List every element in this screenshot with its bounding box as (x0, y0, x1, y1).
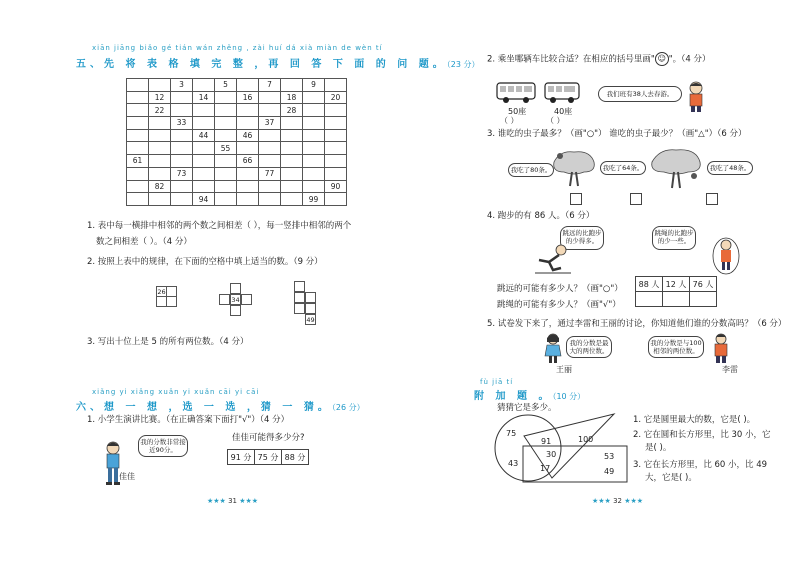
q1-line2: 数之间相差（ ）。（4 分） (96, 237, 192, 247)
sec6-score: （26 分） (331, 403, 365, 412)
grid-cell[interactable] (193, 155, 215, 168)
grid-cell: 18 (281, 91, 303, 104)
jiajia-speech-bubble: 我的分数非常接近90分。 (138, 435, 188, 457)
grid-cell[interactable] (127, 193, 149, 206)
q4-long-jump-question: 跳远的可能有多少人？（画"○"） (497, 284, 623, 294)
grid-cell[interactable] (127, 91, 149, 104)
q4-options (635, 276, 717, 307)
q3-text: 3. 写出十位上是 5 的所有两位数。（4 分） (87, 337, 249, 347)
grid-cell[interactable] (281, 79, 303, 92)
shape-cell[interactable] (294, 281, 305, 292)
shape-cell[interactable] (230, 283, 241, 294)
shape-cell[interactable] (305, 292, 316, 303)
grid-cell[interactable] (215, 91, 237, 104)
boy-figure-icon (684, 80, 708, 112)
grid-cell: 90 (325, 180, 347, 193)
grid-cell[interactable] (149, 167, 171, 180)
grid-cell[interactable] (325, 129, 347, 142)
bird1-answer-box[interactable] (570, 193, 582, 205)
grid-cell[interactable] (325, 142, 347, 155)
grid-cell: 73 (171, 167, 193, 180)
grid-cell: 12 (149, 91, 171, 104)
grid-cell: 94 (193, 193, 215, 206)
rope-jump-kid-icon (712, 236, 740, 276)
grid-cell[interactable] (149, 129, 171, 142)
sec6-title (76, 398, 365, 413)
grid-cell[interactable] (149, 79, 171, 92)
grid-cell[interactable] (127, 79, 149, 92)
grid-cell[interactable] (303, 104, 325, 117)
grid-cell[interactable] (171, 142, 193, 155)
grid-cell[interactable] (171, 129, 193, 142)
grid-cell[interactable] (259, 142, 281, 155)
grid-row (127, 91, 347, 104)
shape-cell[interactable] (305, 303, 316, 314)
q4-rope-question: 跳绳的可能有多少人？（画"√"） (497, 300, 621, 310)
page-number-left: ★★★ 31 ★★★ (207, 497, 259, 505)
option-cell: 88 人 (636, 277, 663, 292)
bus1-seats: 50座 (508, 107, 527, 116)
grid-row (127, 117, 347, 130)
grid-cell: 99 (303, 193, 325, 206)
grid-row (127, 155, 347, 168)
grid-cell[interactable] (127, 180, 149, 193)
grid-row (127, 180, 347, 193)
grid-cell[interactable] (259, 193, 281, 206)
grid-cell[interactable] (215, 167, 237, 180)
grid-cell[interactable] (281, 167, 303, 180)
bus-large-icon (496, 82, 536, 104)
grid-cell[interactable] (281, 117, 303, 130)
grid-cell[interactable] (325, 193, 347, 206)
extra-score: （10 分） (552, 392, 586, 401)
grid-cell[interactable] (237, 193, 259, 206)
grid-cell[interactable] (237, 104, 259, 117)
grid-cell[interactable] (171, 180, 193, 193)
answer-slot[interactable] (690, 292, 717, 307)
page-number-right: ★★★ 32 ★★★ (592, 497, 644, 505)
shape-cell: 26 (157, 288, 166, 296)
grid-cell: 61 (127, 155, 149, 168)
grid-cell: 44 (193, 129, 215, 142)
grid-cell: 33 (171, 117, 193, 130)
grid-cell[interactable] (193, 117, 215, 130)
wangli-figure-icon (542, 332, 564, 364)
fig-num: 53 (604, 452, 615, 461)
grid-cell[interactable] (193, 79, 215, 92)
grid-cell[interactable] (237, 180, 259, 193)
grid-cell[interactable] (281, 129, 303, 142)
shape-cell[interactable] (219, 294, 230, 305)
answer-slot[interactable] (228, 465, 255, 480)
guess-q3b: 大，它是( )。 (645, 473, 697, 483)
grid-cell[interactable] (281, 193, 303, 206)
grid-cell[interactable] (259, 180, 281, 193)
grid-cell[interactable] (281, 180, 303, 193)
grid-cell[interactable] (193, 142, 215, 155)
sec6-pinyin: xiǎng yi xiǎng xuǎn yi xuǎn cāi yi cāi (92, 388, 260, 396)
bus2-answer-bracket[interactable]: （ ） (546, 116, 565, 125)
lilei-name: 李雷 (722, 365, 738, 374)
tree-right-icon (648, 146, 704, 190)
shape-cell[interactable] (230, 305, 241, 316)
grid-cell[interactable] (259, 91, 281, 104)
sec6-title-text: 六、想 一 想 ，选 一 选 ，猜 一 猜。 (76, 402, 332, 413)
grid-row (127, 79, 347, 92)
guess-text: 猜猜它是多少。 (497, 403, 557, 413)
class-speech-bubble: 我们班有38人去春游。 (598, 86, 682, 102)
fig-num: 100 (578, 435, 594, 444)
grid-cell[interactable] (127, 117, 149, 130)
long-jump-bubble: 跳远的比跑步的少得多。 (560, 226, 604, 250)
grid-cell[interactable] (325, 104, 347, 117)
grid-cell: 20 (325, 91, 347, 104)
grid-cell: 16 (237, 91, 259, 104)
shape-cell[interactable] (294, 303, 305, 314)
shape-cell[interactable] (166, 296, 177, 307)
bird2-bubble: 我吃了64条。 (600, 161, 646, 175)
shape-cell: 49 (306, 316, 315, 324)
q6-1-text: 1. 小学生演讲比赛。（在正确答案下面打"√"）（4 分） (87, 415, 290, 425)
option-cell: 75 分 (255, 450, 282, 465)
jiajia-name: 佳佳 (119, 472, 135, 481)
wangli-name: 王丽 (556, 365, 572, 374)
grid-cell[interactable] (127, 129, 149, 142)
grid-cell[interactable] (303, 129, 325, 142)
sec5-score: （23 分） (446, 60, 480, 69)
r-q2-tail: "。（4 分） (668, 54, 711, 65)
grid-cell[interactable] (215, 129, 237, 142)
grid-cell[interactable] (259, 104, 281, 117)
answer-slot[interactable] (636, 292, 663, 307)
bus-small-icon (544, 82, 580, 104)
grid-cell[interactable] (303, 155, 325, 168)
wangli-bubble: 我的分数是最大的两位数。 (566, 336, 612, 358)
smiley-icon: ☺ (655, 52, 669, 66)
grid-cell[interactable] (325, 167, 347, 180)
jiajia-question: 佳佳可能得多少分? (232, 433, 305, 443)
number-grid (126, 78, 347, 206)
guess-q1: 1. 它是圆里最大的数，它是( )。 (633, 415, 756, 425)
grid-cell[interactable] (171, 193, 193, 206)
extra-title (474, 387, 585, 402)
rope-jump-bubble: 跳绳的比跑步的少一些。 (652, 226, 696, 250)
grid-cell[interactable] (303, 167, 325, 180)
extra-title-text: 附 加 题 。 (474, 391, 553, 402)
grid-cell[interactable] (149, 155, 171, 168)
grid-row (127, 193, 347, 206)
tree-left-icon (550, 148, 598, 188)
grid-cell[interactable] (127, 142, 149, 155)
shape-cell[interactable] (241, 294, 252, 305)
sec5-title-text: 五、先 将 表 格 填 完 整 ，再 回 答 下 面 的 问 题。 (76, 59, 447, 70)
guess-q3a: 3. 它在长方形里，比 60 小，比 49 (633, 460, 768, 470)
grid-cell[interactable] (237, 79, 259, 92)
grid-cell[interactable] (127, 104, 149, 117)
grid-cell[interactable] (215, 104, 237, 117)
grid-cell[interactable] (325, 79, 347, 92)
grid-cell: 22 (149, 104, 171, 117)
shape-cell[interactable] (294, 292, 305, 303)
grid-cell[interactable] (127, 167, 149, 180)
grid-cell[interactable] (215, 117, 237, 130)
grid-cell[interactable] (215, 180, 237, 193)
extra-pinyin: fù jiā tí (480, 378, 514, 386)
long-jump-kid-icon (535, 244, 571, 274)
option-cell: 91 分 (228, 450, 255, 465)
grid-cell[interactable] (259, 129, 281, 142)
grid-row (127, 167, 347, 180)
page-number-right-text: 32 (613, 497, 622, 505)
jiajia-options (227, 449, 309, 479)
option-cell: 88 分 (282, 450, 309, 465)
r-q5-text: 5. 试卷发下来了，通过李雷和王丽的讨论，你知道他们谁的分数高吗？（6 分） (487, 319, 787, 329)
grid-cell[interactable] (237, 117, 259, 130)
r-q3-text: 3. 谁吃的虫子最多？（画"○"） 谁吃的虫子最少？（画"△"）（6 分） (487, 129, 747, 139)
grid-cell: 7 (259, 79, 281, 92)
grid-cell[interactable] (215, 155, 237, 168)
fig-num: 49 (604, 467, 615, 476)
bus2-seats: 40座 (554, 107, 573, 116)
bird3-answer-box[interactable] (706, 193, 718, 205)
sec5-title (76, 55, 479, 70)
grid-cell[interactable] (325, 117, 347, 130)
grid-cell: 55 (215, 142, 237, 155)
grid-cell[interactable] (171, 91, 193, 104)
grid-row (127, 142, 347, 155)
grid-cell[interactable] (281, 155, 303, 168)
grid-cell[interactable] (237, 167, 259, 180)
grid-cell: 9 (303, 79, 325, 92)
grid-cell[interactable] (149, 193, 171, 206)
r-q2-text (487, 52, 711, 66)
sec5-pinyin: xiān jiāng biǎo gé tián wán zhěng , zài huí dá xià miàn de wèn tí (92, 44, 383, 52)
grid-cell[interactable] (303, 142, 325, 155)
answer-slot[interactable] (282, 465, 309, 480)
option-cell: 12 人 (663, 277, 690, 292)
grid-cell: 66 (237, 155, 259, 168)
answer-slot[interactable] (255, 465, 282, 480)
fig-num: 43 (508, 459, 519, 468)
fig-num: 17 (540, 464, 551, 473)
grid-cell[interactable] (149, 142, 171, 155)
grid-cell: 28 (281, 104, 303, 117)
grid-cell[interactable] (237, 142, 259, 155)
fig-num: 30 (546, 450, 557, 459)
r-q4-text: 4. 跑步的有 86 人。（6 分） (487, 211, 595, 221)
bird2-answer-box[interactable] (630, 193, 642, 205)
q2-text: 2. 按照上表中的规律，在下面的空格中填上适当的数。（9 分） (87, 257, 323, 267)
grid-cell: 46 (237, 129, 259, 142)
bird3-bubble: 我吃了48条。 (707, 161, 753, 175)
grid-cell[interactable] (303, 117, 325, 130)
grid-cell[interactable] (149, 117, 171, 130)
shape-cell: 34 (231, 296, 240, 304)
lilei-bubble: 我的分数是与100相邻的两位数。 (648, 336, 704, 358)
grid-cell[interactable] (193, 180, 215, 193)
grid-cell[interactable] (281, 142, 303, 155)
grid-cell[interactable] (303, 91, 325, 104)
grid-cell: 37 (259, 117, 281, 130)
grid-cell[interactable] (303, 180, 325, 193)
grid-cell[interactable] (325, 155, 347, 168)
grid-cell: 14 (193, 91, 215, 104)
fig-num: 75 (506, 429, 517, 438)
guess-q2b: 是( )。 (645, 443, 672, 453)
grid-cell[interactable] (193, 167, 215, 180)
guess-q2a: 2. 它在圆和长方形里，比 30 小，它 (633, 430, 771, 440)
answer-slot[interactable] (663, 292, 690, 307)
grid-cell[interactable] (193, 104, 215, 117)
fig-num: 91 (541, 437, 552, 446)
grid-row (127, 129, 347, 142)
option-cell: 76 人 (690, 277, 717, 292)
grid-cell: 5 (215, 79, 237, 92)
grid-cell: 82 (149, 180, 171, 193)
grid-cell[interactable] (171, 155, 193, 168)
grid-cell: 3 (171, 79, 193, 92)
r-q2-label: 2. 乘坐哪辆车比较合适？在相应的括号里画" (487, 54, 655, 65)
q1-line1: 1. 表中每一横排中相邻的两个数之间相差（ ），每一竖排中相邻的两个 (87, 221, 352, 231)
grid-cell[interactable] (259, 155, 281, 168)
bus1-answer-bracket[interactable]: （ ） (500, 116, 519, 125)
grid-cell[interactable] (215, 193, 237, 206)
grid-row (127, 104, 347, 117)
grid-cell[interactable] (171, 104, 193, 117)
grid-cell: 77 (259, 167, 281, 180)
page-number-left-text: 31 (228, 497, 237, 505)
lilei-figure-icon (710, 332, 732, 364)
bird1-bubble: 我吃了80条。 (508, 163, 554, 177)
